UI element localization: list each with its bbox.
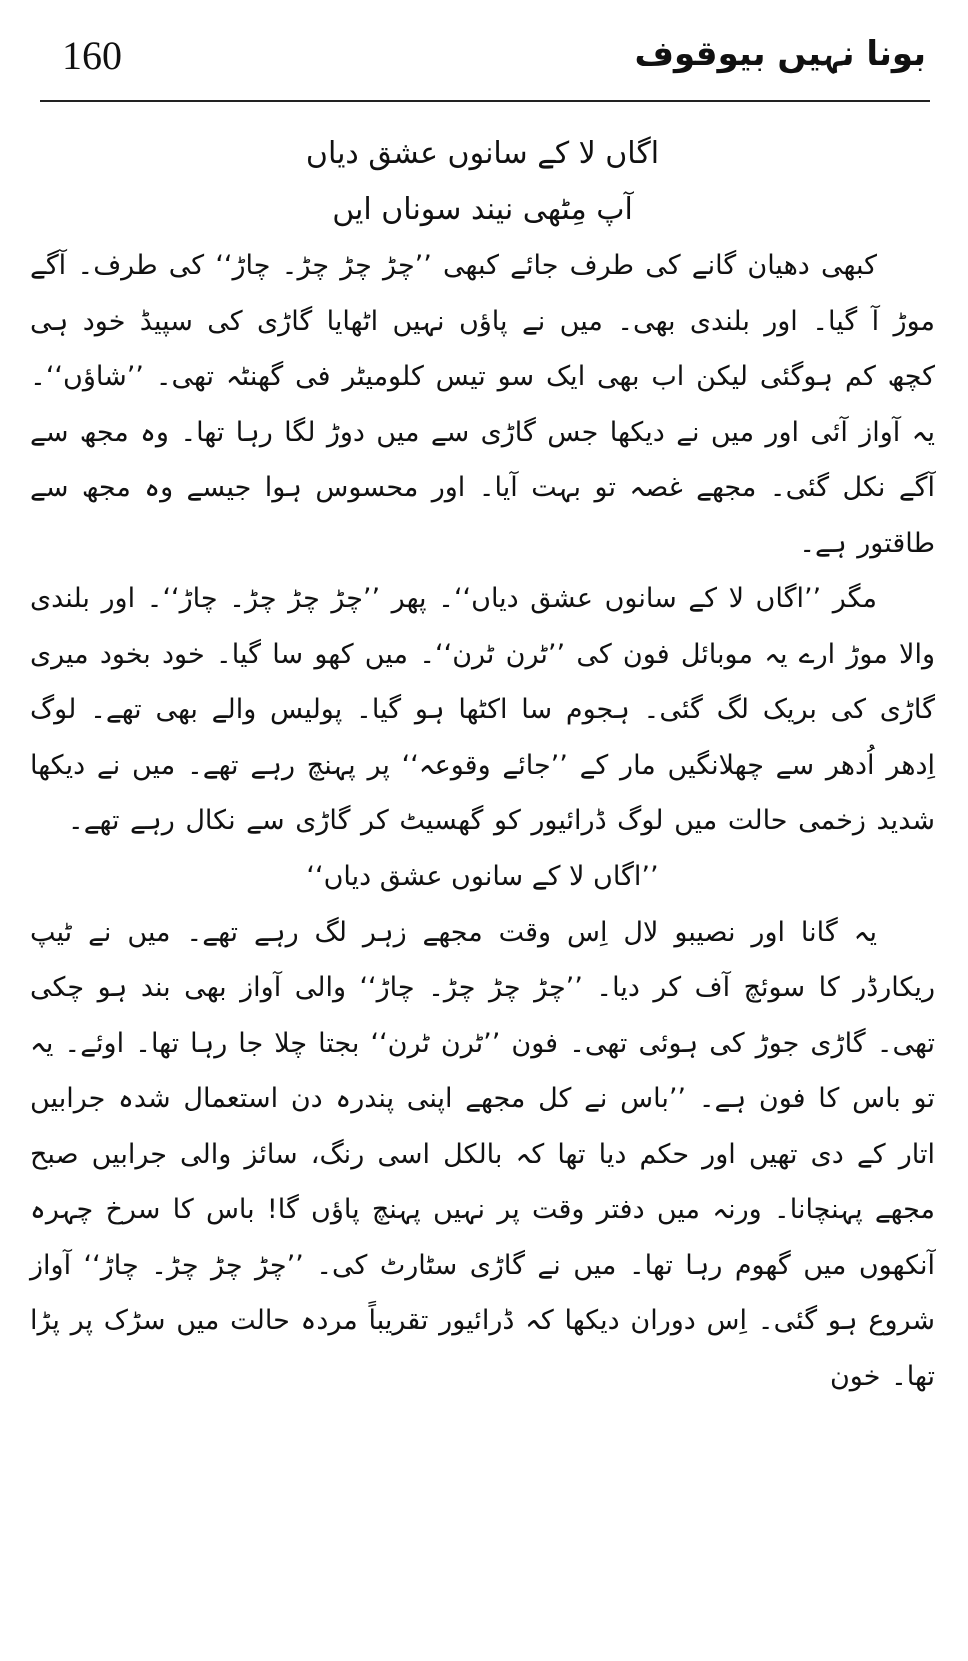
page-number: 160: [62, 33, 122, 78]
header-divider: [40, 100, 930, 102]
page-header: [40, 18, 930, 88]
paragraph: یہ گانا اور نصیبو لال اِس وقت مجھے زہر لگ رہے تھے۔ میں نے ٹیپ ریکارڈر کا سوئچ آف کر دیا۔ ’’چڑ چڑ چڑ۔ چاڑ‘‘ والی آواز بھی بند ہو چکی تھی۔ گاڑی جوڑ کی ہوئی تھی۔ فون ’’ٹرن ٹرن‘‘ بجتا چلا جا رہا تھا۔ اوئے۔ یہ تو باس کا فون ہے۔ ’’باس نے کل مجھے اپنی پندرہ دن استعمال شدہ جرابیں اتار کے دی تھیں اور حکم دیا تھا کہ بالکل اسی رنگ، سائز والی جرابیں صبح مجھے پہنچانا۔ ورنہ میں دفتر وقت پر نہیں پہنچ پاؤں گا! باس کا سرخ چہرہ آنکھوں میں گھوم رہا تھا۔ میں نے گاڑی سٹارٹ کی۔ ’’چڑ چڑ چڑ۔ چاڑ‘‘ آواز شروع ہو گئی۔ اِس دوران دیکھا کہ ڈرائیور تقریباً مردہ حالت میں سڑک پر پڑا تھا۔ خون: [30, 916, 935, 1392]
paragraph: مگر ’’اگاں لا کے سانوں عشق دیاں‘‘۔ پھر ’’چڑ چڑ چڑ۔ چاڑ‘‘۔ اور بلندی والا موڑ ارے یہ موبائل فون کی ’’ٹرن ٹرن‘‘۔ میں کھو سا گیا۔ خود بخود میری گاڑی کی بریک لگ گئی۔ ہجوم سا اکٹھا ہو گیا۔ پولیس والے بھی تھے۔ لوگ اِدھر اُدھر سے چھلانگیں مار کے ’’جائے وقوعہ‘‘ پر پہنچ رہے تھے۔ میں نے دیکھا شدید زخمی حالت میں لوگ ڈرائیور کو گھسیٹ کر گاڑی سے نکال رہے تھے۔: [30, 583, 935, 836]
verse-line: آپ مِٹھی نیند سوناں ایں: [332, 192, 633, 227]
centered-quote: ’’اگاں لا کے سانوں عشق دیاں‘‘: [306, 860, 659, 892]
paragraph: کبھی دھیان گانے کی طرف جائے کبھی ’’چڑ چڑ چڑ۔ چاڑ‘‘ کی طرف۔ آگے موڑ آ گیا۔ اور بلندی بھی۔ میں نے پاؤں نہیں اٹھایا گاڑی کی سپیڈ خود ہی کچھ کم ہوگئی لیکن اب بھی ایک سو تیس کلومیٹر فی گھنٹہ تھی۔ ’’شاؤں‘‘۔ یہ آواز آئی اور میں نے دیکھا جس گاڑی سے میں دوڑ لگا رہا تھا۔ وہ مجھ سے آگے نکل گئی۔ مجھے غصہ تو بہت آیا۔ اور محسوس ہوا جیسے وہ مجھ سے طاقتور ہے۔: [30, 250, 935, 559]
page-body: [30, 126, 935, 1404]
running-title: بونا نہیں بیوقوف: [634, 34, 926, 74]
verse-line: اگاں لا کے سانوں عشق دیاں: [305, 136, 660, 171]
